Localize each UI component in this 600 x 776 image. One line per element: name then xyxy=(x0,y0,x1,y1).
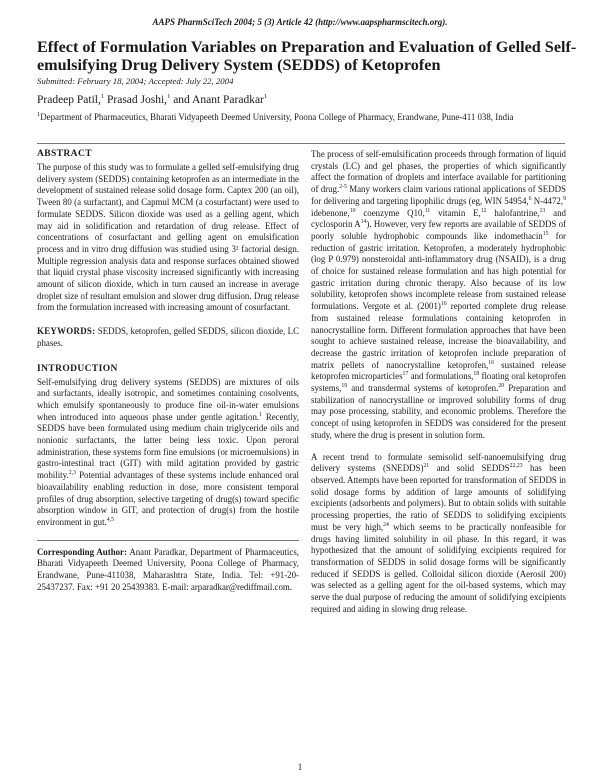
citation-ref[interactable]: 11 xyxy=(424,207,431,214)
introduction-paragraph: Self-emulsifying drug delivery systems (SEDDS) are mixtures of oils and surfactants, ideally isotropic, and sometimes containing cosolvents, which emulsify spontaneously to produce fine oil-in-water emulsions when introduced into aqueous phase under gentle agitation.$^1$ Recently, SEDDS have been formulated using medium chain triglyceride oils and nonionic surfactants, the latter being less toxic. Upon peroral administration, these systems form fine emulsions (or microemulsions) in gastro-intestinal tract (GIT) with mild agitation provided by gastric mobility.$^{2,3}$ Potential advantages of these systems include enhanced oral bioavailability enabling reduction in dose, more consistent temporal profiles of drug absorption, selective targeting of drug(s) toward specific absorption window in GIT, and protection of drug(s) from the hostile environment in gut.$^{4,5}$ xyxy=(37,376,300,527)
citation-ref[interactable]: 21 xyxy=(423,463,430,470)
citation-ref[interactable]: 20 xyxy=(498,383,505,390)
keywords-text: SEDDS, ketoprofen, gelled SEDDS, silicon dioxide, LC phases. xyxy=(37,326,299,348)
citation-ref[interactable]: 12 xyxy=(480,207,487,214)
affiliation xyxy=(37,109,577,123)
page-number: 1 xyxy=(297,762,303,772)
affiliation-mark: 1 xyxy=(37,111,41,118)
body-paragraph: The process of self-emulsification proceeds through formation of liquid crystals (LC) and gel phases, the properties of which significantly affect the formation of droplets and interface available for partitioning of drug.$^{2-5}$ Many workers claim various rational applications of SEDDS for delivering and targeting lipophilic drugs (eg, WIN 54954,$^6$ N-4472,$^9$ idebenone,$^{10}$ coenzyme Q10,11 vitamin E,$^{12}$ halofantrine,$^{13}$ and cyclosporin $A^{14}$). However, very few reports are available of SEDDS of poorly soluble hydrophobic compounds like indomethacin$^{15}$ for reduction of gastric irritation. Ketoprofen, a moderately hydrophobic (log P 0.979) nonsteroidal anti-inflammatory drug (NSAID), is a drug of choice for sustained release formulation and has high potential for gastric irritation during chronic therapy. Also because of its low solubility, ketoprofen shows incomplete release from sustained release formulations. Vergote et al. $(2001)^{16}$ reported complete drug release from sustained release formulations containing ketoprofen in nanocrystalline form. Different formulation approaches that have been sought to achieve sustained release, increase the bioavailability, and decrease the gastric irritation of ketoprofen include preparation of matrix pellets of nanocrystalline ketoprofen,$^{16}$ sustained release ketoprofen microparticles$^{17}$ and formulations,$^{18}$ floating oral ketoprofen systems,$^{19}$ and transdermal systems of ketoprofen.$^{20}$ Preparation and stabilization of nanocrystalline or improved solubility forms of drug may pose processing, stability, and economic problems. Therefore the concept of using ketoprofen in SEDDS was considered for the present study, where the drug is present in solution form. xyxy=(311,149,567,440)
footnote-divider xyxy=(37,540,299,541)
author-list xyxy=(37,93,267,106)
journal-header: AAPS PharmSciTech 2004; 5 (3) Article 42 (http://www.aapspharmscitech.org). xyxy=(152,17,448,27)
corresponding-text: Anant Paradkar, Department of Pharmaceutics, Bharati Vidyapeeth Deemed University, Poona College of Pharmacy, Erandwane, Pune-411038, Maharashtra State, India. Tel: +91-20-25437237. Fax: +91 20 25439383. E-mail: arparadkar@rediffmail.com. xyxy=(37,546,300,592)
citation-ref[interactable]: 1 xyxy=(259,411,263,418)
header-divider xyxy=(37,143,565,144)
author-name: Pradeep Patil, xyxy=(37,93,101,106)
author-affil-mark: 1 xyxy=(167,93,171,100)
author-affil-mark: 1 xyxy=(100,93,105,100)
corresponding-author-note xyxy=(37,547,299,594)
citation-ref[interactable]: 15 xyxy=(542,230,549,237)
citation-ref[interactable]: 16 xyxy=(488,359,495,366)
right-column xyxy=(311,149,566,615)
introduction-heading: INTRODUCTION xyxy=(37,363,118,374)
abstract-text: The purpose of this study was to formulate a gelled self-emulsifying drug delivery system (SEDDS) containing ketoprofen as an intermediate in the development of sustained release solid dosage form. Captex 200 (an oil), Tween 80 (a surfactant), and Capmul MCM (a cosurfactant) were used to formulate SEDDS. Silicon dioxide was used as a gelling agent, which may aid in solidification and retardation of drug release. Effect of concentrations of cosurfactant and gelling agent on emulsification process and in vitro drug diffusion was studied using 3² factorial design. Multiple regression analysis data and response surfaces obtained showed that liquid crystal phase viscosity increased significantly with increasing amount of silicon dioxide, which in turn caused an increase in average droplet size of resultant emulsion and slower drug diffusion. Drug release from the formulation increased with increasing amount of cosurfactant. xyxy=(37,162,299,313)
citation-ref[interactable]: 24 xyxy=(383,521,389,528)
author-name: Prasad Joshi, xyxy=(104,93,168,106)
citation-ref[interactable]: 6 xyxy=(528,195,532,202)
keywords xyxy=(37,326,299,349)
author-affil-mark: 1 xyxy=(263,93,268,100)
citation-ref[interactable]: 17 xyxy=(402,371,409,378)
citation-ref[interactable]: 2,3 xyxy=(68,470,76,477)
abstract-heading: ABSTRACT xyxy=(37,149,92,159)
citation-ref[interactable]: 14 xyxy=(360,219,367,226)
corresponding-label: Corresponding Author: xyxy=(37,546,127,557)
citation-ref[interactable]: 10 xyxy=(349,207,356,214)
keywords-label: KEYWORDS: xyxy=(37,326,96,337)
citation-ref[interactable]: 18 xyxy=(473,371,480,378)
submission-dates: Submitted: February 18, 2004; Accepted: July 22, 2004 xyxy=(37,76,234,86)
author-name: and Anant Paradkar xyxy=(170,93,264,106)
citation-ref[interactable]: 22,23 xyxy=(509,463,523,470)
affiliation-text: Department of Pharmaceutics, Bharati Vidyapeeth Deemed University, Poona College of Pharmacy, Erandwane, Pune-411 038, India xyxy=(40,111,514,122)
citation-ref[interactable]: 13 xyxy=(539,207,546,214)
body-paragraph: A recent trend to formulate semisolid self-nanoemulsifying drug delivery systems (SNEDDS)$^{21}$ and solid SEDDS$^{22,23}$ has been observed. Attempts have been reported for transformation of SEDDS in solid dosage forms by addition of large amounts of solidifying excipients (adsorbents and polymers). But to obtain solids with suitable processing properties, the ratio of SEDDS to solidifying excipients must be very high,$^{24}$ which seems to be practically nonfeasible for drugs having limited solubility in oil phase. In this regard, it was hypothesized that the amount of solidifying excipients required for transformation of SEDDS in solid dosage forms will be significantly reduced if SEDDS is gelled. Colloidal silicon dioxide (Aerosil 200) was selected as a gelling agent for the oil-based systems, which may serve the dual purpose of reducing the amount of solidifying excipients required and aiding in slowing drug release. xyxy=(311,451,566,614)
article-title: Effect of Formulation Variables on Preparation and Evaluation of Gelled Self-emulsifying Drug Delivery System (SEDDS) of Ketoprofen xyxy=(37,38,577,74)
left-column xyxy=(37,149,299,594)
citation-ref[interactable]: 16 xyxy=(440,301,447,308)
citation-ref[interactable]: 19 xyxy=(341,383,348,390)
citation-ref[interactable]: 2-5 xyxy=(339,184,347,191)
citation-ref[interactable]: 4,5 xyxy=(106,517,115,524)
citation-ref[interactable]: 9 xyxy=(563,195,566,202)
